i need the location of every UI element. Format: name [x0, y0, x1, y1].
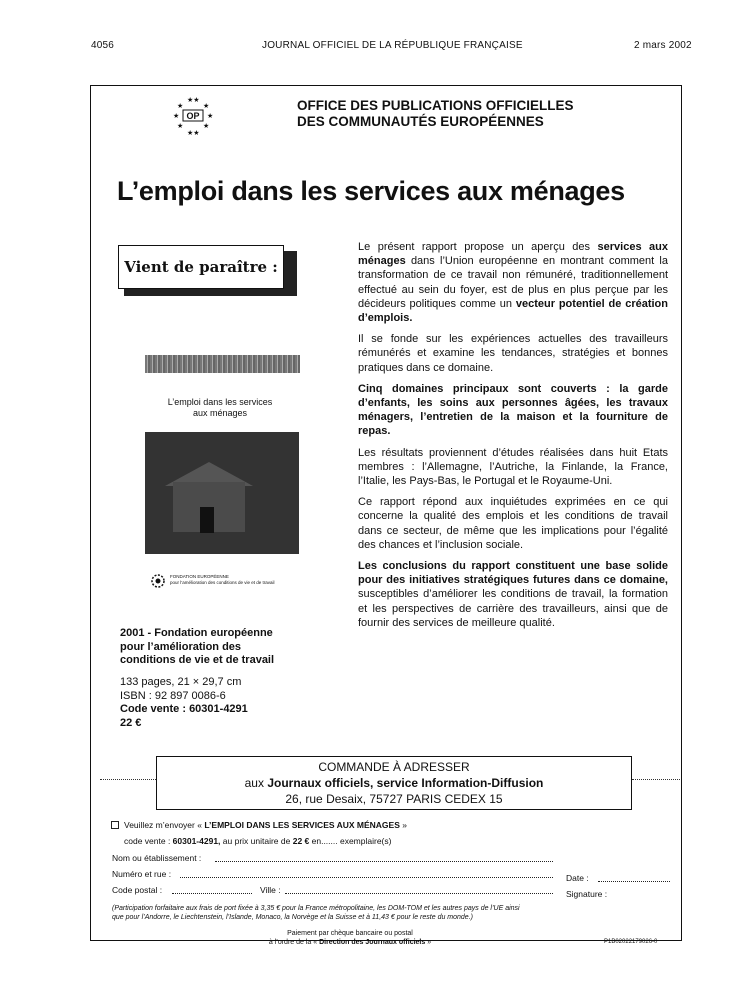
- shipping-note: [112, 904, 562, 922]
- paragraph-6: [358, 559, 668, 630]
- svg-text:★: ★: [207, 112, 214, 120]
- isbn: ISBN : 92 897 0086-6: [120, 689, 226, 702]
- page-number: 4056: [91, 40, 115, 51]
- street-label: Numéro et rue :: [112, 869, 172, 879]
- city-label: Ville :: [260, 885, 281, 895]
- pubinfo-line-1: 2001 - Fondation européenne: [120, 627, 273, 639]
- svg-text:★: ★: [177, 122, 184, 130]
- publication-details: [120, 676, 290, 730]
- request-prefix: Veuillez m’envoyer «: [124, 820, 205, 830]
- reference-code: P1B02022179026-0: [604, 939, 658, 945]
- payment-payee: Direction des Journaux officiels: [319, 939, 426, 946]
- order-code-line: [124, 836, 391, 846]
- cover-foundation-line-1: FONDATION EUROPÉENNE: [170, 574, 229, 579]
- publication-title: L’emploi dans les services aux ménages: [117, 176, 625, 206]
- postal-label: Code postal :: [112, 885, 163, 895]
- paragraph-3: [358, 382, 668, 439]
- order-divider-left: [100, 779, 156, 780]
- svg-text:★★: ★★: [187, 129, 200, 137]
- order-request-line: [124, 820, 407, 830]
- name-row: [112, 853, 201, 863]
- cover-header-band: [145, 355, 300, 373]
- pubinfo-line-3: conditions de vie et de travail: [120, 654, 275, 666]
- code-value: 60301-4291,: [172, 836, 221, 846]
- code-prefix: code vente :: [124, 836, 173, 846]
- code-price: 22 €: [292, 836, 310, 846]
- p6-bold: Les conclusions du rapport constituent une base solide pour des initiatives stratégiques futures dans ce domaine,: [358, 560, 668, 587]
- p1-text-a: Le présent rapport propose un aperçu des: [358, 241, 598, 253]
- cover-title-line-2: aux ménages: [192, 408, 248, 418]
- payment-suffix: »: [425, 939, 432, 946]
- code-quantity: en....... exemplaire(s): [309, 836, 392, 846]
- p6-text: susceptibles d’améliorer les conditions de travail, la formation et les perspectives de carrière des travailleurs, ainsi que de fournir des services de meilleure qualité.: [358, 588, 668, 629]
- cover-foundation-text: [170, 574, 320, 586]
- postal-field[interactable]: [172, 885, 252, 894]
- street-row: [112, 869, 171, 879]
- publisher-info: [120, 627, 290, 668]
- request-suffix: »: [399, 820, 407, 830]
- date-field[interactable]: [598, 873, 670, 882]
- cover-title: [150, 397, 290, 419]
- pubinfo-line-2: pour l’amélioration des: [120, 640, 242, 653]
- order-recipient-name: Journaux officiels, service Information-Diffusion: [267, 776, 544, 790]
- issue-date: 2 mars 2002: [634, 40, 692, 51]
- order-address: 26, rue Desaix, 75727 PARIS CEDEX 15: [285, 792, 503, 806]
- order-recipient: [157, 775, 631, 791]
- shipping-note-line-2: que pour l’Andorre, le Liechtenstein, l’Islande, Monaco, la Norvège et la Suisse et à 11,43 € pour le reste du monde.): [112, 914, 473, 921]
- date-row: [566, 873, 589, 883]
- shipping-note-line-1: (Participation forfaitaire aux frais de port fixée à 3,35 € pour la France métropolitaine, les DOM-TOM et les autres pays de l’UE ainsi: [112, 905, 520, 912]
- street-field[interactable]: [180, 869, 553, 878]
- order-recipient-prefix: aux: [244, 776, 268, 790]
- sale-code: Code vente : 60301-4291: [120, 703, 248, 715]
- svg-text:★: ★: [173, 112, 180, 120]
- eu-publications-logo: [170, 95, 216, 137]
- city-row: [260, 885, 281, 895]
- foundation-logo-icon: [150, 573, 166, 589]
- signature-label: Signature :: [566, 889, 608, 899]
- order-address-box: [156, 756, 632, 810]
- p1-text-c: dans l’Union européenne en montrant comment la transformation de ce travail non rémunéré, traditionnellement effectué au sein du foyer, est de plus en plus perçue par les décideurs politiques comme un: [358, 255, 668, 310]
- publisher-line-2: DES COMMUNAUTÉS EUROPÉENNES: [297, 114, 544, 129]
- postal-row: [112, 885, 162, 895]
- paragraph-2: Il se fonde sur les expériences actuelles des travailleurs rémunérés et examine les tendances, stratégies et bonnes pratiques dans ce domaine.: [358, 333, 668, 374]
- new-release-badge: Vient de paraître :: [124, 258, 278, 276]
- order-checkbox[interactable]: [111, 821, 119, 829]
- p1-bold-d: vecteur potentiel de création d’emplois.: [358, 297, 668, 325]
- svg-text:★★: ★★: [187, 96, 200, 104]
- description-column: [358, 240, 668, 637]
- svg-text:★: ★: [177, 102, 184, 110]
- payment-line-2: [200, 938, 500, 947]
- code-price-label: au prix unitaire de: [220, 836, 293, 846]
- svg-text:★: ★: [203, 122, 210, 130]
- journal-title: JOURNAL OFFICIEL DE LA RÉPUBLIQUE FRANÇAISE: [262, 40, 523, 51]
- paragraph-4: Les résultats proviennent d’études réalisées dans huit Etats membres : l’Allemagne, l’Autriche, la Finlande, la France, l’Italie, les Pays-Bas, le Portugal et le Royaume-Uni.: [358, 446, 668, 488]
- paragraph-1: [358, 240, 668, 325]
- name-field[interactable]: [215, 853, 553, 862]
- publisher-name: [297, 98, 574, 130]
- order-divider-right: [632, 779, 680, 780]
- payment-prefix: à l’ordre de la «: [268, 939, 320, 946]
- price: 22 €: [120, 716, 142, 729]
- publisher-line-1: OFFICE DES PUBLICATIONS OFFICIELLES: [297, 98, 574, 113]
- page-count: 133 pages, 21 × 29,7 cm: [120, 676, 242, 688]
- city-field[interactable]: [285, 885, 553, 894]
- signature-row: [566, 889, 607, 899]
- cover-foundation-line-2: pour l’amélioration des conditions de vie et de travail: [170, 580, 275, 585]
- cover-photo: [145, 432, 299, 554]
- request-title: L’EMPLOI DANS LES SERVICES AUX MÉNAGES: [204, 820, 400, 830]
- payment-line-1: Paiement par chèque bancaire ou postal: [287, 930, 413, 937]
- date-label: Date :: [566, 873, 589, 883]
- paragraph-5: Ce rapport répond aux inquiétudes exprimées en ce qui concerne la qualité des emplois et les conditions de travail dans ce secteur, de même que les implications pour l’égalité des chances et l’inclusion sociale.: [358, 496, 668, 551]
- cover-title-line-1: L’emploi dans les services: [167, 397, 273, 407]
- order-heading: COMMANDE À ADRESSER: [318, 760, 470, 774]
- logo-text: OP: [186, 111, 200, 121]
- house-door: [200, 507, 214, 533]
- svg-text:★: ★: [203, 102, 210, 110]
- name-label: Nom ou établissement :: [112, 853, 202, 863]
- p1-bold-b: services aux ménages: [358, 241, 668, 268]
- p3-bold: Cinq domaines principaux sont couverts : la garde d’enfants, les soins aux personnes âgées, les travaux ménagers, l’entretien de la maison et la fourniture de repas.: [358, 382, 668, 438]
- payment-instructions: [200, 929, 500, 947]
